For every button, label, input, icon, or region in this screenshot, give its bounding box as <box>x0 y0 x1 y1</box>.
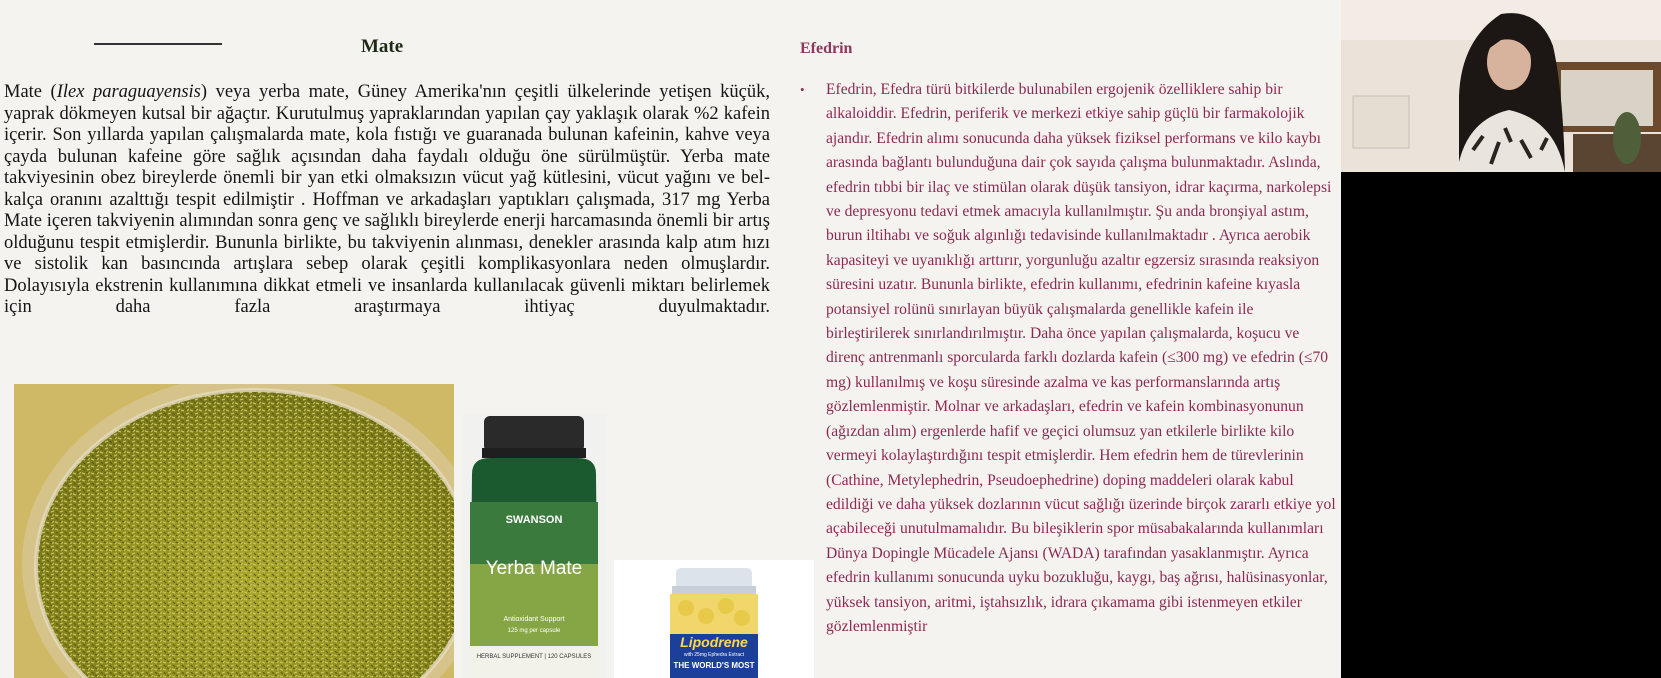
mate-text-post: ) veya yerba mate, Güney Amerika'nın çeşitli ülkelerinde yetişen küçük, yaprak dökmeyen kutsal bir ağaçtır. Kurutulmuş yapraklarından yapılan çay yaklaşık olarak %2 kafein içerir. Son yıllarda yapılan çalışmalarda mate, kola fıstığı ve guaranada bulunan kafeinin, kahve veya çayda bulunan kafeine göre sağlık açısından daha faydalı olduğu öne sürülmüştür. Yerba mate takviyesinin obez bireylerde önemli bir yan etki olmaksızın vücut yağ kütlesini, vücut yağını ve bel-kalça oranını azalttığı tespit edilmiştir . Hoffman ve arkadaşları yaptıkları çalışmada, 317 mg Yerba Mate içeren takviyenin alımından sonra genç ve sağlıklı bireylerde enerji harcamasında önemli bir artış olduğunu tespit etmişlerdir. Bununla birlikte, bu takviyenin alınması, denekler arasında kalp atım hızı ve sistolik kan basıncında artışlara sebep olarak çeşitli komplikasyonlara neden olmuşlardır. Dolayısıyla ekstrenin kullanımına dikkat etmeli ve insanlarda kullanılacak güvenli miktarı belirlemek için daha fazla araştırmaya ihtiyaç duyulmaktadır. <box>4 82 770 317</box>
mate-heading: Mate <box>361 36 404 57</box>
video-letterbox <box>1341 172 1661 678</box>
efedrin-paragraph <box>800 78 1340 639</box>
mate-paragraph <box>4 82 770 319</box>
mate-text-pre: Mate ( <box>4 82 57 102</box>
mate-bowl-photo <box>14 384 454 678</box>
efedrin-heading: Efedrin <box>800 40 853 57</box>
webcam-feed <box>1341 0 1661 172</box>
bottle1-footer: HERBAL SUPPLEMENT | 120 CAPSULES <box>476 654 592 660</box>
lipodrene-bottle-photo <box>614 560 814 678</box>
bottle2-tagline: THE WORLD'S MOST <box>673 661 755 670</box>
bottle1-dose: 125 mg per capsule <box>507 628 561 634</box>
bottle1-sub: Antioxidant Support <box>503 616 565 623</box>
bottle2-sub: with 25mg Ephedra Extract <box>683 652 745 658</box>
bullet-marker: • <box>800 82 805 97</box>
presenter-video-illustration <box>1341 0 1661 172</box>
mate-latin-name: Ilex paraguayensis <box>56 82 201 102</box>
title-rule <box>94 43 222 45</box>
bottle1-brand: SWANSON <box>505 514 563 526</box>
mate-bowl-illustration <box>14 384 454 678</box>
yerba-mate-bottle-photo <box>462 414 606 678</box>
yerba-mate-bottle-illustration <box>462 414 606 678</box>
bottle1-product: Yerba Mate <box>485 558 583 579</box>
bottle2-brand: Lipodrene <box>680 634 748 650</box>
efedrin-text: Efedrin, Efedra türü bitkilerde bulunabilen ergojenik özelliklere sahip bir alkaloiddir. Efedrin, periferik ve merkezi etkiye sahip güçlü bir farmakolojik ajandır. Efedrin alımı sonucunda daha yüksek fiziksel performans ve kilo kaybı arasında bağlantı bulunduğuna dair çok sayıda çalışma bulunmaktadır. Aslında, efedrin tıbbi bir ilaç ve stimülan olarak düşük tansiyon, idrar kaçırma, narkolepsi ve depresyonu tedavi etmek amacıyla kullanılmıştır. Şu anda bronşiyal astım, burun iltihabı ve soğuk algınlığı tedavisinde kullanılmaktadır . Ayrıca aerobik kapasiteyi ve uyanıklığı arttırır, yorgunluğu azaltır egzersiz sırasında reaksiyon süresini uzatır. Bununla birlikte, efedrin kullanımı, efedrinin kafeine kıyasla potansiyel rolünü sınırlayan büyük çalışmalarda genellikle kafein ile birleştirilerek sınırlandırılmıştır. Daha önce yapılan çalışmalarda, koşucu ve direnç antrenmanlı sporcularda farklı dozlarda kafein (≤300 mg) ve efedrin (≤70 mg) kullanılmış ve koşu süresinde azalma ve kas performanslarında artış gözlemlenmiştir. Molnar ve arkadaşları, efedrin ve kafein kombinasyonunun (ağızdan alım) ergenlerde hafif ve geçici olumsuz yan etkilerle birlikte kilo vermeyi kolaylaştırdığını tespit etmişlerdir. Hem efedrin hem de türevlerinin (Cathine, Metylephedrin, Pseudoephedrine) doping maddeleri olarak kabul edildiği ve daha yüksek dozlarının vücut sağlığı üzerinde birçok zararlı etkiye yol açabileceği unutulmamalıdır. Bu bileşiklerin spor müsabakalarında kullanımları Dünya Dopingle Mücadele Ajansı (WADA) tarafından yasaklanmıştır. Ayrıca efedrin kullanımı sonucunda uyku bozukluğu, kaygı, baş ağrısı, halüsinasyonlar, yüksek tansiyon, aritmi, iştahsızlık, idrara çıkamama gibi istenmeyen etkiler gözlemlenmiştir <box>826 81 1336 635</box>
